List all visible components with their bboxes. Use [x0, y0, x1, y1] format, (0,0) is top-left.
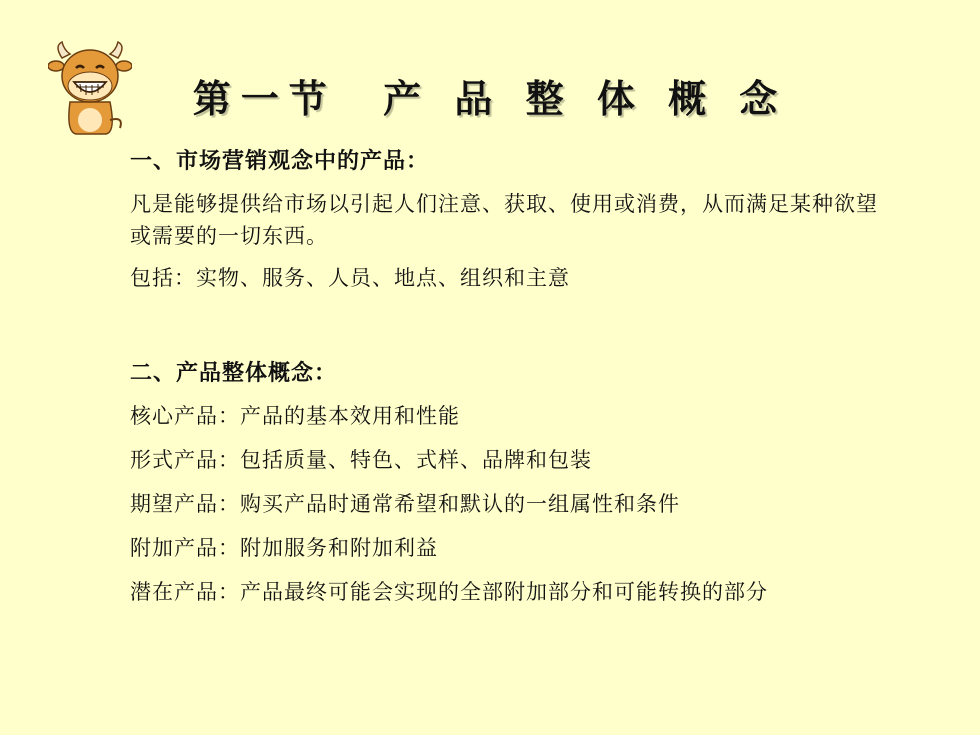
list-item: 核心产品：产品的基本效用和性能	[130, 404, 460, 428]
slide-title: 第一节 产 品 整 体 概 念	[192, 77, 788, 121]
slide-content	[130, 146, 890, 620]
product-includes: 包括：实物、服务、人员、地点、组织和主意	[130, 266, 570, 290]
product-definition: 凡是能够提供给市场以引起人们注意、获取、使用或消费，从而满足某种欲望或需要的一切东西。	[130, 192, 878, 248]
section1-heading: 一、市场营销观念中的产品：	[130, 149, 430, 174]
section2-heading: 二、产品整体概念：	[130, 361, 338, 386]
list-item: 期望产品：购买产品时通常希望和默认的一组属性和条件	[130, 492, 680, 516]
list-item: 附加产品：附加服务和附加利益	[130, 536, 438, 560]
list-item: 形式产品：包括质量、特色、式样、品牌和包装	[130, 448, 592, 472]
list-item: 潜在产品：产品最终可能会实现的全部附加部分和可能转换的部分	[130, 580, 768, 604]
